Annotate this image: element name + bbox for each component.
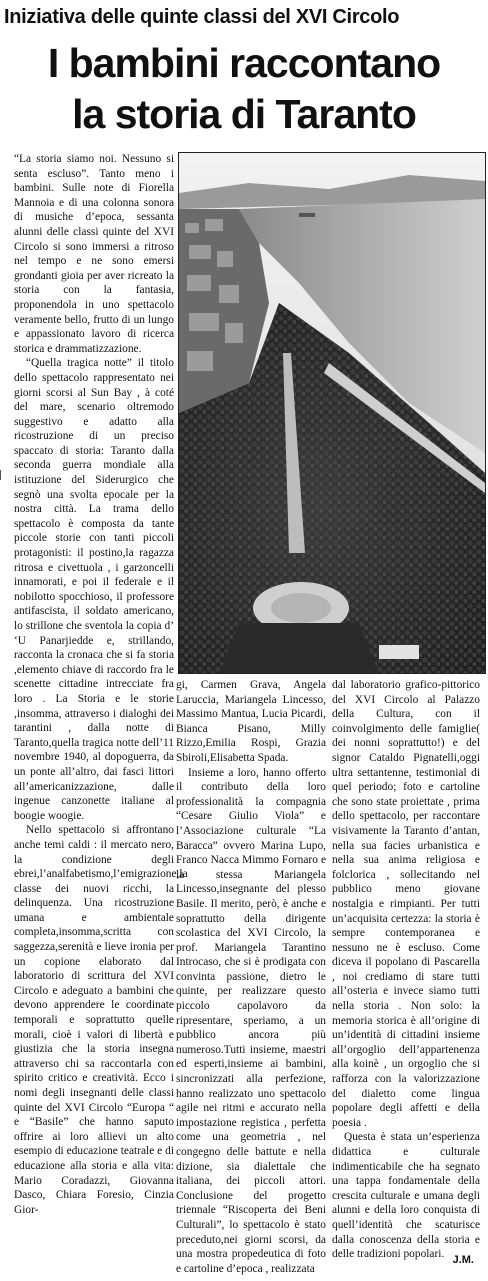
headline-line-2: la storia di Taranto: [72, 91, 416, 137]
headline: [0, 38, 488, 140]
headline-line-1: I bambini raccontano: [47, 40, 441, 86]
article-paragraph: Insieme a loro, hanno offerto il contributo della loro professionalità la compagnia “Cesare Giulio Viola” e l’Associazione culturale “La Baracca” ovvero Marina Lupo, Franco Nacca Mimmo Fornaro e la stessa Mariangela Lincesso,insegnante del plesso Basile. Il merito, però, è anche e soprattutto della dirigente scolastica del XVI Circolo, la prof. Mariangela Tarantino Introcaso, che si è prodigata con convinta passione, dietro le quinte, per realizzare questo piccolo capolavoro da ripresentare, speriamo, a un pubblico ancora più numeroso.Tutti insieme, maestri ed esperti,insieme ai bambini, sincronizzati alla perfezione, hanno realizzato uno spettacolo agile nei ritmi e accurato nella impostazione registica , perfetta come una geometria , nel congegno delle battute e nella dizione, sia dialettale che italiana, dei piccoli attori. Conclusione del progetto triennale “Riscoperta dei Beni Culturali”, lo spettacolo è stato preceduto,nei giorni scorsi, da una mostra propedeutica di foto e cartoline d’epoca , realizzata: [176, 766, 326, 1275]
article-paragraph: dal laboratorio grafico-pittorico del XVI Circolo al Palazzo della Cultura, con il coinvolgimento delle famiglie( dei nonni soprattutto!) e del signor Cataldo Pignatelli,oggi ultra settantenne, testimonial di quel periodo; foto e cartoline che sono state proiettate , prima dello spettacolo, per raccontare visivamente la Taranto d’antan, nella sua facies urbanistica e nella sua anima religiosa e folclorica , sollecitando nel pubblico meno giovane nostalgia e rimpianti. Per tutti un’acquisita certezza: la storia è sempre contemporanea e nessuno ne è escluso. Come diceva il popolano di Pascarella , noi crediamo di stare tutti all’osteria e invece siamo tutti nella storia . Non solo: la memoria storica è all’origine di un’identità di cittadini insieme all’orgoglio dell’appartenenza alla koinè , un orgoglio che si rafforza con la valorizzazione del dialetto come lingua popolare degli affetti e della poesia .: [332, 679, 480, 1129]
kicker: Iniziativa delle quinte classi del XVI Circolo: [4, 6, 400, 28]
page-edge-mark: [0, 470, 4, 480]
article-paragraph: Nello spettacolo si affrontano anche temi caldi : il mercato nero, la condizione degli ebrei,l’analfabetismo,l’emigrazione,la classe dei nuovi ricchi, la delinquenza. Una ricostruzione umana e ambientale completa,insomma,scritta con saggezza,serenità e lieve ironia per un copione elaborato dal laboratorio di scrittura del XVI Circolo e adeguato a bambini che devono apprendere le coordinate temporali e soprattutto quelle morali, cioè i valori di libertà e giustizia che la storia insegna attraverso chi sa raccontarla con spirito critico e creatività. Ecco i nomi degli insegnanti delle classi quinte del XVI Circolo “Europa “ e “Basile” che hanno saputo offrire ai loro allievi un alto esempio di educazione teatrale e di educazione alla storia e alla vita: Mario Coradazzi, Giovanna Dasco, Chiara Foresio, Cinzia Gior-: [14, 824, 188, 1216]
author-signature: J.M.: [452, 1254, 474, 1266]
article-paragraph: gi, Carmen Grava, Angela Laruccia, Mariangela Lincesso, Massimo Mantua, Lucia Picardi, Bianca Pisano, Milly Rizzo,Emilia Rospi, Grazia Sbiroli,Elisabetta Spada.: [176, 679, 326, 764]
article-paragraph: Questa è stata un’esperienza didattica e culturale indimenticabile che ha segnato una tappa fondamentale della crescita culturale e umana degli alunni e della loro conquista di quell’identità che scaturisce dalla conoscenza della storia e delle tradizioni popolari.: [332, 1131, 480, 1261]
aerial-photo: [178, 152, 486, 674]
article-paragraph: “La storia siamo noi. Nessuno si senta escluso”. Tanto meno i bambini. Sulle note di Fiorella Mannoia e di una colonna sonora di musiche d’epoca, sessanta alunni delle classi quinte del XVI Circolo si sono immersi a ritroso nel tempo e ne sono emersi grondanti gioia per aver ricreato la storia con la fantasia, proponendola in uno spettacolo veramente bello, frutto di un lungo e appassionato lavoro di ricerca storica e drammatizzazione.: [14, 153, 174, 355]
article-column-2: [176, 678, 326, 1275]
article-paragraph: “Quella tragica notte” il titolo dello spettacolo rappresentato nei giorni scorsi al Sun Bay , à coté del mare, scenario oltremodo suggestivo e adatto alla ricostruzione di un preciso spaccato di storia: Taranto dalla seconda guerra mondiale alla istituzione del Siderurgico che segnò una svolta epocale per la nostra città. La trama dello spettacolo è composta da tante piccole storie con tanti piccoli protagonisti: il postino,la ragazza ritrosa e civettuola , i garzoncelli innamorati, e poi il federale e il nobilotto spocchioso, il professore antifascista, il soldato americano, lo strillone che sventola la copia d’ ‘U Panarjiedde e, strillando, racconta la cronaca che si fa storia ,elemento chiave di raccordo fra le scenette cittadine intrecciate fra loro . La Storia e le storie ,insomma, attraverso i dialoghi dei tarantini , dalla notte di Taranto,quella tragica notte dell’11 novembre 1940, al dopoguerra, da un ponte all’altro, dai fasci littori all’americanizzazione, dalle ingenue canzonette italiane al boogie woogie.: [14, 357, 174, 822]
article-column-1: [14, 152, 188, 1264]
aerial-photo-taranto-icon: [179, 153, 485, 673]
